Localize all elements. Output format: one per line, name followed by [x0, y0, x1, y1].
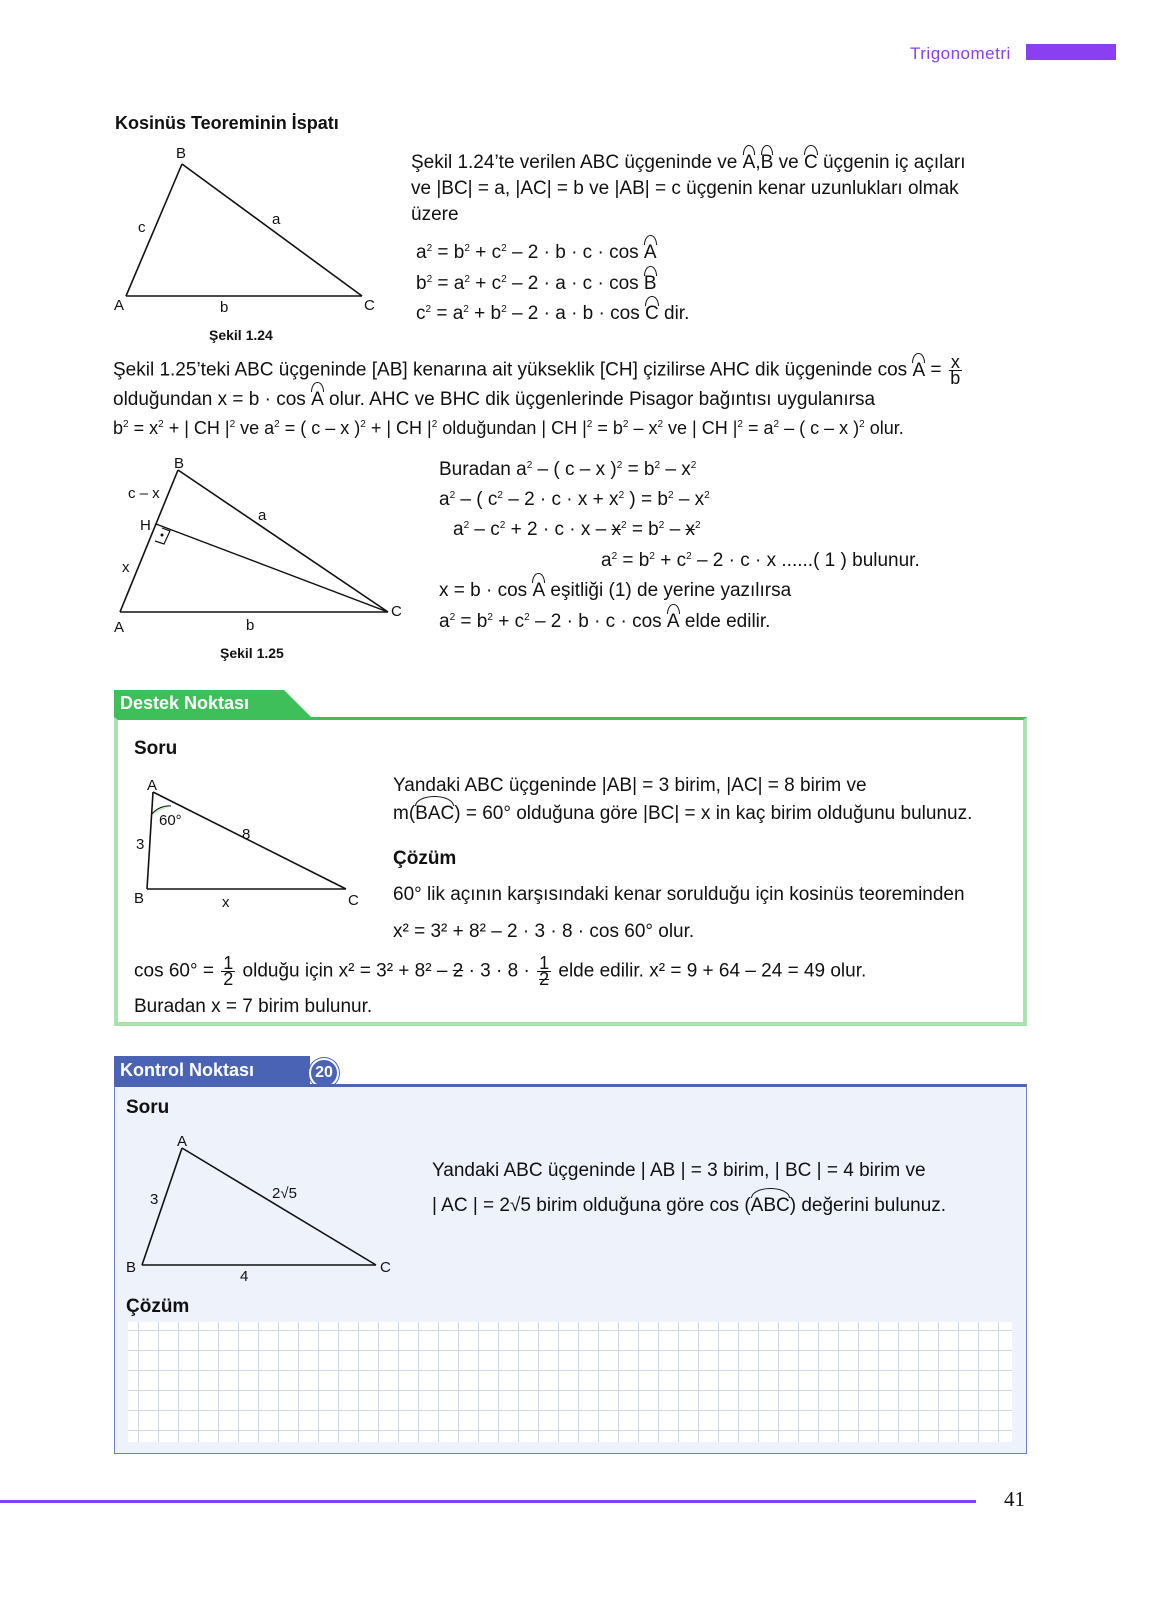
kontrol-question-2: | AC | = 2√5 birim olduğuna göre cos (ABC) değerini bulunuz.	[432, 1193, 946, 1219]
side-label: c	[138, 219, 146, 236]
proof-line-3: $b^2 = x^2$ + | CH $|^2$ ve $a^2$ = ( c – x )$^2$ + | CH $|^2$ olduğundan | CH $|^2 = b^2 - x^2$ ve | CH $|^2 = a^2$ – ( c – x )$^2$ olur.	[113, 418, 904, 438]
formula-b: $b^2 = a^2 + c^2 - 2 \cdot a \cdot c \cdot \cos B$	[416, 271, 657, 297]
intro-line-2: ve |BC| = a, |AC| = b ve |AB| = c üçgenin kenar uzunlukları olmak	[411, 178, 959, 199]
formula-c: $c^2 = a^2 + b^2 - 2 \cdot a \cdot b \cdot \cos C$ dir.	[416, 301, 689, 327]
derivation-3: $a^2 - c^2 + 2 \cdot c \cdot x - x^2 = b^2 - x^2$	[453, 519, 701, 540]
derivation-6: $a^2 = b^2 + c^2 - 2 \cdot b \cdot c \cdot \cos A$ elde edilir.	[439, 609, 770, 635]
side-label: a	[272, 211, 281, 228]
destek-solution-3: cos 60° = $\frac{1}{2}$ olduğu için x² = 3² + 8² – 2 · 3 · 8 · $\frac{1}{2}$ elde edilir. x² = 9 + 64 – 24 = 49 olur.	[134, 953, 867, 989]
derivation-2: $a^2$ – ( $c^2 - 2 \cdot c \cdot x + x^2$ ) = $b^2 - x^2$	[439, 489, 710, 510]
side-label: 3	[136, 836, 145, 853]
destek-solution-1: 60° lik açının karşısındaki kenar sorulduğu için kosinüs teoreminden	[393, 884, 965, 905]
triangle-side	[147, 792, 153, 889]
vertex-label: A	[114, 619, 125, 636]
side-label: b	[220, 299, 229, 316]
vertex-label: B	[176, 145, 187, 162]
kontrol-figure	[120, 1128, 400, 1288]
chapter-title: Trigonometri	[910, 44, 1011, 63]
side-label: 3	[150, 1191, 159, 1208]
vertex-label: B	[174, 455, 185, 472]
vertex-label: H	[140, 517, 151, 534]
destek-soru: Soru	[134, 738, 178, 759]
destek-solution-2: x² = 3² + 8² – 2 · 3 · 8 · cos 60° olur.	[393, 921, 695, 942]
destek-solution-4: Buradan x = 7 birim bulunur.	[134, 996, 373, 1017]
proof-line-1: Şekil 1.25’teki ABC üçgeninde [AB] kenarına ait yükseklik [CH] çizilirse AHC dik üçgeninde cos A = $\frac{x}{b}$	[113, 352, 961, 388]
footer-rule	[0, 1500, 976, 1503]
destek-figure	[128, 772, 368, 912]
vertex-label: C	[380, 1259, 391, 1276]
derivation-4: $a^2 = b^2 + c^2 - 2 \cdot c \cdot x$ ......( 1 ) bulunur.	[601, 550, 920, 571]
vertex-label: B	[126, 1259, 137, 1276]
altitude	[156, 524, 388, 612]
triangle-side	[182, 164, 362, 296]
vertex-label: A	[177, 1133, 188, 1150]
kontrol-question-1: Yandaki ABC üçgeninde | AB | = 3 birim, | BC | = 4 birim ve	[432, 1160, 926, 1181]
destek-cozum: Çözüm	[393, 848, 457, 869]
kontrol-number-badge: 20	[309, 1058, 339, 1088]
figure-caption: Şekil 1.24	[209, 327, 273, 343]
formula-a: $a^2 = b^2 + c^2 - 2 \cdot b \cdot c \cdot \cos A$	[416, 240, 657, 266]
side-label: x	[222, 894, 230, 911]
side-label: a	[258, 507, 267, 524]
vertex-label: C	[348, 892, 359, 909]
side-label: b	[246, 617, 255, 634]
kontrol-label: Kontrol Noktası	[120, 1060, 255, 1080]
vertex-label: A	[147, 777, 158, 794]
vertex-label: A	[114, 297, 125, 314]
kontrol-soru: Soru	[126, 1097, 170, 1118]
destek-question-1: Yandaki ABC üçgeninde |AB| = 3 birim, |AC| = 8 birim ve	[393, 775, 867, 796]
vertex-label: C	[364, 297, 375, 314]
triangle-side	[142, 1148, 182, 1265]
side-label: c – x	[128, 485, 160, 502]
destek-label: Destek Noktası	[120, 693, 250, 713]
derivation-5: x = b · cos A eşitliği (1) de yerine yazılırsa	[439, 578, 791, 604]
vertex-label: C	[391, 603, 402, 620]
kontrol-cozum: Çözüm	[126, 1296, 190, 1317]
answer-grid[interactable]	[128, 1322, 1012, 1442]
side-label: x	[122, 559, 130, 576]
right-angle-dot	[161, 534, 164, 537]
triangle-side	[126, 164, 182, 296]
side-label: 4	[240, 1268, 249, 1285]
side-label: 8	[242, 826, 251, 843]
vertex-label: B	[134, 890, 145, 907]
figure-1-24	[110, 142, 390, 362]
angle-label: 60°	[159, 812, 182, 829]
proof-line-2: olduğundan x = b · cos A olur. AHC ve BHC dik üçgenlerinde Pisagor bağıntısı uygulanırsa	[113, 387, 875, 413]
derivation-1: Buradan $a^2$ – ( c – x )$^2 = b^2 - x^2$	[439, 459, 697, 480]
intro-line-3: üzere	[411, 204, 459, 225]
page-number: 41	[1004, 1487, 1025, 1511]
triangle-side	[178, 470, 388, 612]
intro-line-1: Şekil 1.24’te verilen ABC üçgeninde ve A,B ve C üçgenin iç açıları	[411, 150, 966, 176]
section-title: Kosinüs Teoreminin İspatı	[115, 113, 339, 133]
side-label: 2√5	[272, 1185, 297, 1202]
figure-caption: Şekil 1.25	[220, 645, 284, 661]
triangle-side	[182, 1148, 376, 1265]
destek-question-2: m(BAC) = 60° olduğuna göre |BC| = x in kaç birim olduğunu bulunuz.	[393, 801, 972, 827]
figure-1-25	[108, 452, 418, 667]
header-accent-bar	[1026, 44, 1116, 60]
